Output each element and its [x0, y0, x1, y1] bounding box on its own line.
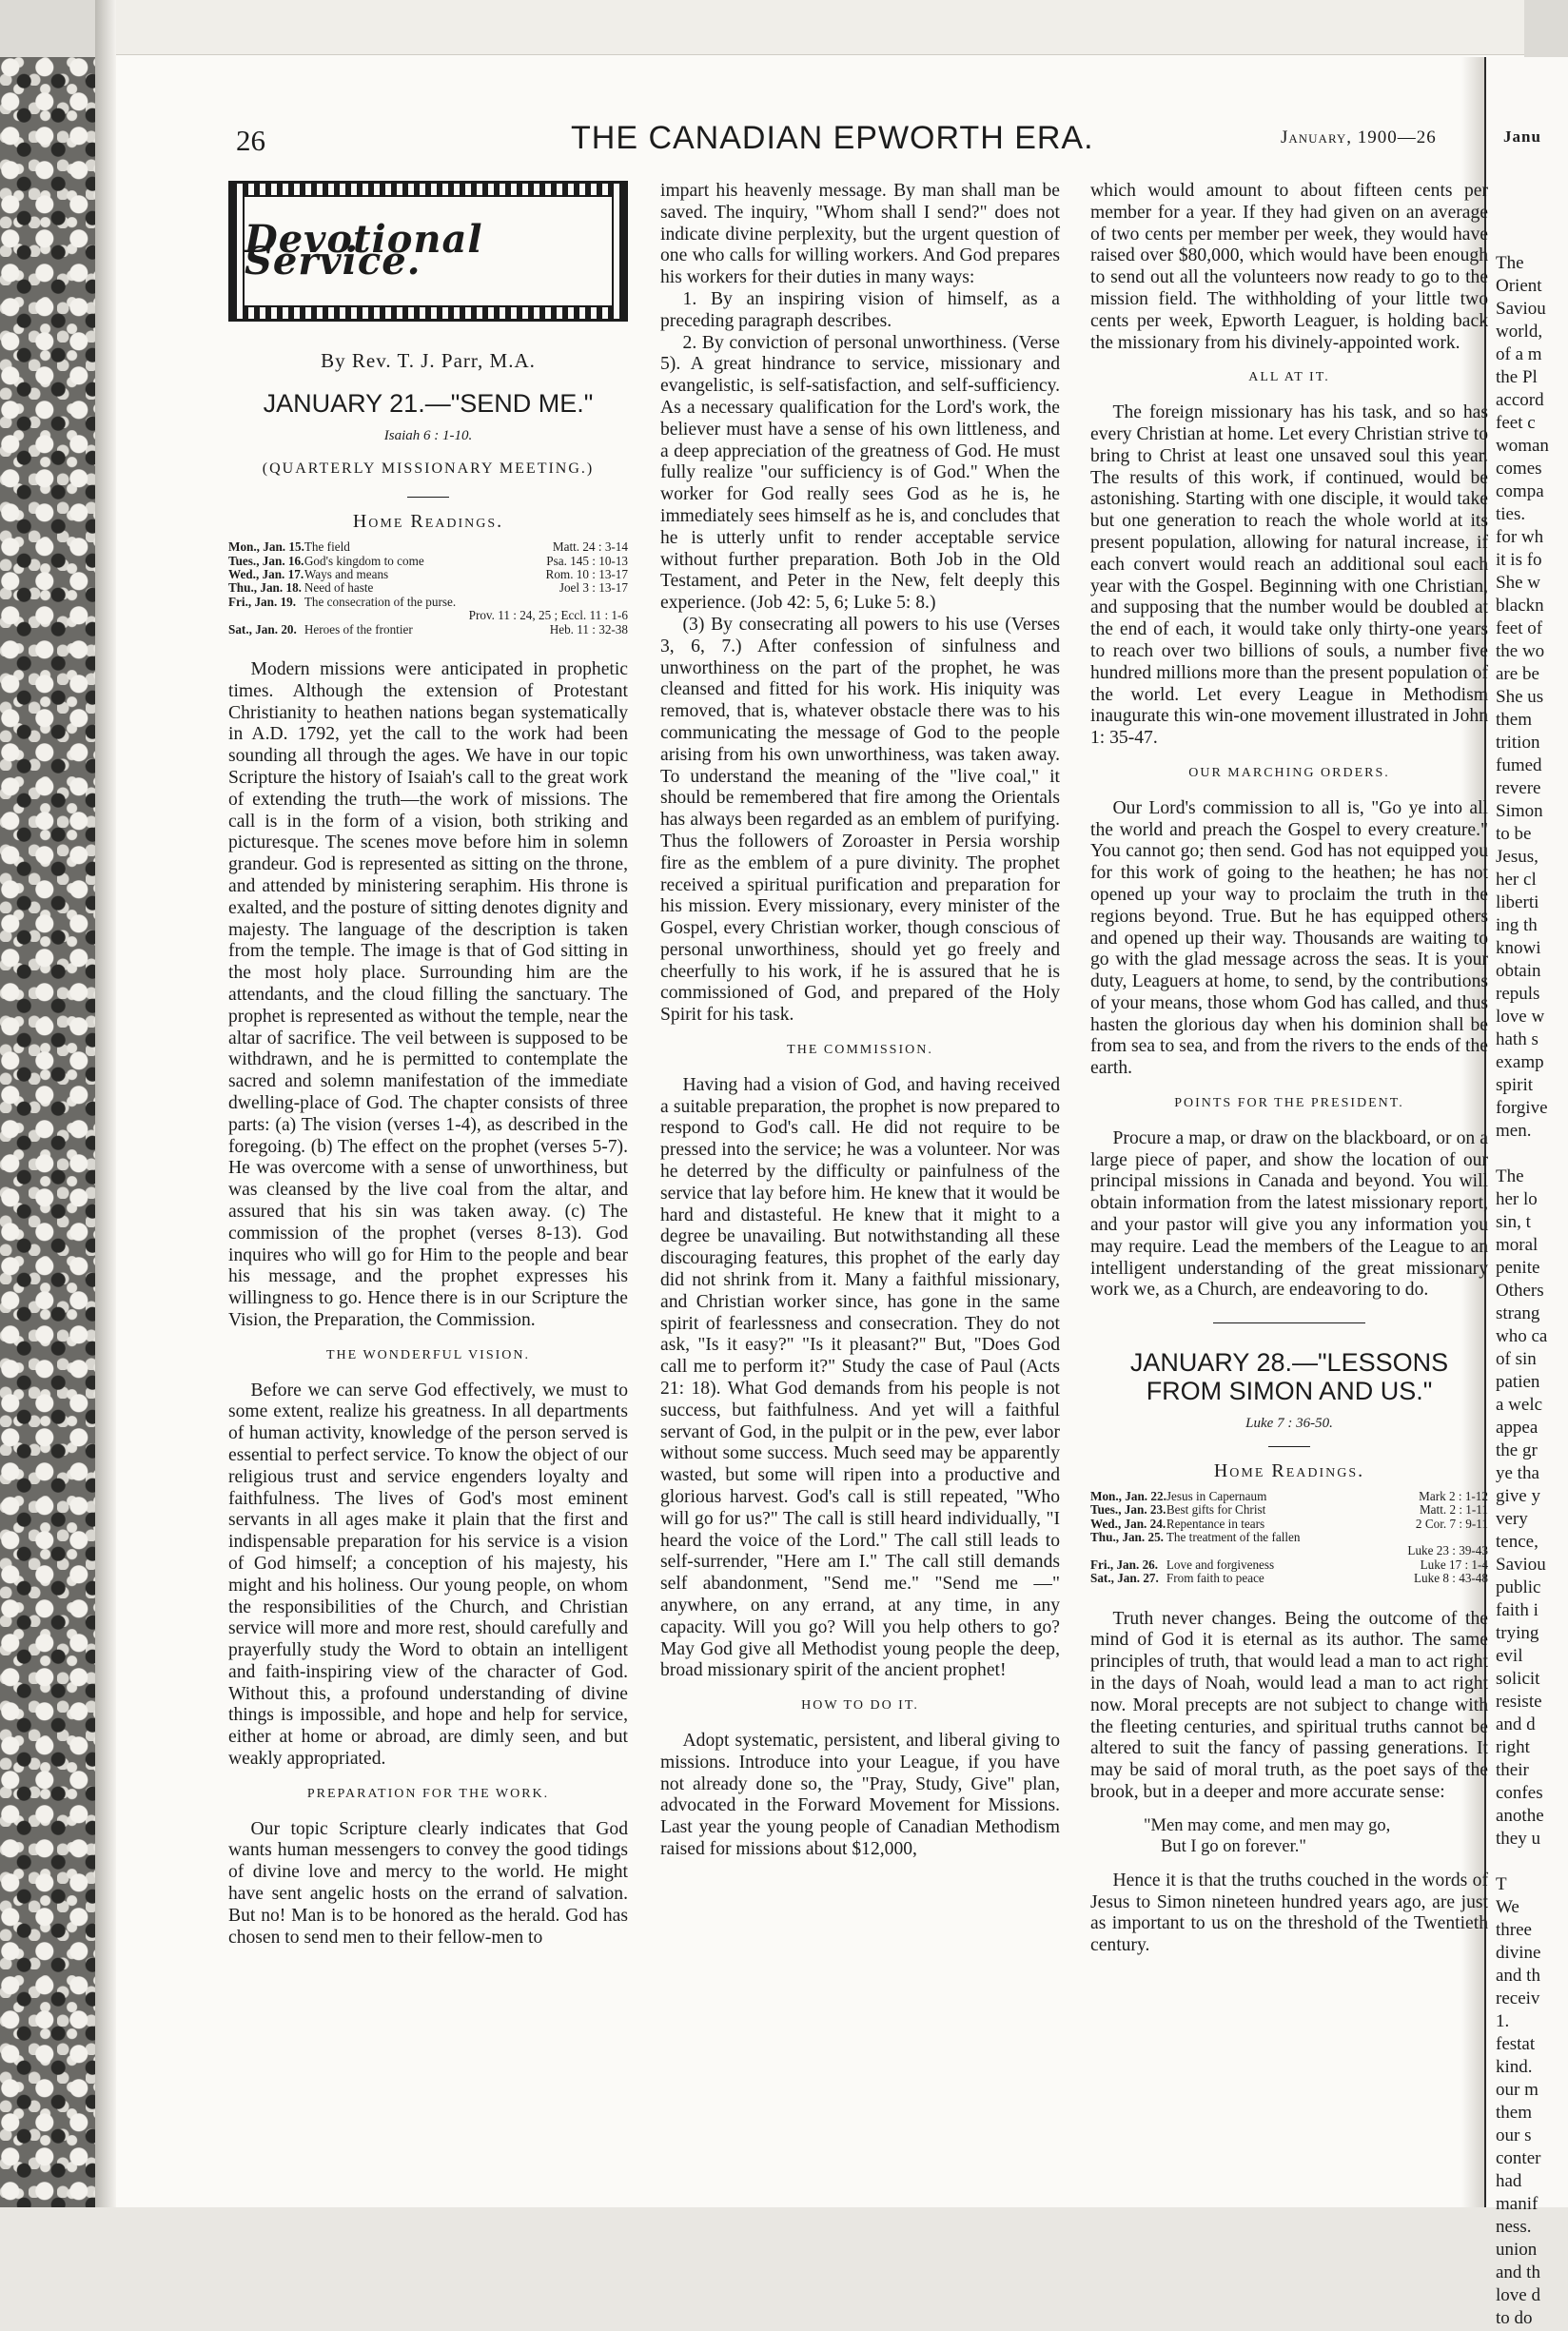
facing-page-line: Saviou	[1496, 299, 1546, 319]
facing-page-line: conter	[1496, 2148, 1541, 2168]
facing-page-line: for wh	[1496, 527, 1544, 547]
top-margin	[116, 0, 1524, 55]
facing-page-line: faith i	[1496, 1600, 1539, 1620]
facing-page-line: moral	[1496, 1235, 1539, 1255]
numbered-paragraph: 1. By an inspiring vision of himself, as a preceding paragraph describes.	[660, 288, 1060, 331]
facing-page-line: ties.	[1496, 504, 1526, 524]
divider	[1268, 1446, 1310, 1447]
facing-page-line: and th	[1496, 1966, 1540, 1986]
facing-page-line: her cl	[1496, 870, 1537, 890]
home-readings-table	[228, 540, 628, 637]
facing-page-line: to do	[1496, 2308, 1533, 2328]
subheading: ALL AT IT.	[1248, 370, 1330, 385]
meeting-note: (QUARTERLY MISSIONARY MEETING.)	[262, 460, 595, 477]
reading-row: Tues., Jan. 16. God's kingdom to come Psa. 145 : 10-13	[228, 553, 628, 568]
facing-page-line: woman	[1496, 436, 1549, 456]
body-paragraph: Procure a map, or draw on the blackboard, or on a large piece of paper, and show the location of our principal missions in Canada and beyond. You will obtain information from the latest missionary report, and your pastor will give you any information you may require. Lead the members of the League to an intelligent understanding of the great missionary work we, as a Church, are endeavoring to do.	[1090, 1127, 1488, 1301]
facing-page-line: hath s	[1496, 1029, 1539, 1049]
facing-page-fragment	[1484, 57, 1568, 2328]
numbered-paragraph: (3) By consecrating all powers to his use (Verses 3, 6, 7.) After confession of sinfulness and unworthiness on the part of the prophet, he was cleansed and fitted for his work. His iniquity was removed, that is, whatever obstacle there was to his communicating the message of God to the people arising from his own unworthiness, was taken away. To understand the meaning of the "live coal," it should be remembered that fire among the Orientals has always been regarded as an emblem of purifying. Thus the followers of Zoroaster in Persia worship fire as the emblem of a pure divinity. The prophet received a spiritual purification and preparation for his mission. Every missionary, every minister of the Gospel, every Christian worker, though conscious of personal unworthiness, should yet go freely and cheerfully to his work, if he is assured that he is commissioned of God, and prepared of the Holy Spirit for his task.	[660, 614, 1060, 1026]
facing-page-line: the gr	[1496, 1440, 1538, 1460]
home-readings-table	[1090, 1490, 1488, 1586]
book-spine	[95, 0, 116, 2207]
facing-page-line: receiv	[1496, 1988, 1540, 2008]
column-1	[228, 181, 628, 1949]
running-title: THE CANADIAN EPWORTH ERA.	[571, 120, 1094, 156]
facing-page-line: trition	[1496, 733, 1540, 753]
body-paragraph: Adopt systematic, persistent, and liberal giving to missions. Introduce into your League, if you have not already done so, the "Pray, Study, Give" plan, advocated in the Forward Movement for Missions. Last year the young people of Canadian Methodism raised for missions about $12,000,	[660, 1730, 1060, 1859]
facing-page-line: resiste	[1496, 1692, 1542, 1712]
facing-page-line: they u	[1496, 1829, 1540, 1849]
facing-page-head: Janu	[1503, 127, 1541, 146]
facing-page-line: Orient	[1496, 276, 1542, 296]
facing-page-line: evil	[1496, 1646, 1523, 1666]
reading-row: Luke 23 : 39-43	[1407, 1543, 1488, 1558]
body-paragraph: Truth never changes. Being the outcome of the mind of God it is eternal as its author. The same principles of truth, that would lead a man to act right in the days of Noah, would lead a man to act right now. Moral precepts are not subject to change with the fleeting centuries, and spiritual truths cannot be altered to suit the fancy of passing generations. It may be said of moral truth, as the poet says of the brook, but in a deeper and more accurate sense:	[1090, 1608, 1488, 1803]
facing-page-line: feet of	[1496, 618, 1543, 638]
column-3	[1090, 181, 1488, 1957]
facing-page-line: the Pl	[1496, 367, 1538, 387]
reading-row: Sat., Jan. 20. Heroes of the frontier Heb. 11 : 32-38	[228, 621, 628, 637]
facing-page-line: appea	[1496, 1418, 1539, 1438]
poem-quote	[1144, 1815, 1488, 1857]
facing-page-line: love w	[1496, 1007, 1545, 1027]
body-paragraph: The foreign missionary has his task, and so has every Christian at home. Let every Christian strive to bring to Christ at least one unsaved soul this year. The results of this work, if continued, would be astonishing. Starting with one disciple, it would take but one generation to reach the whole world at its present population, allowing for natural increase, if each convert would reach an additional soul each year with the Gospel. Beginning with one Christian, and supposing that the number would be doubled at the end of each, it would take only thirty-one years to reach over two billions of souls, a number five hundred millions more than the present population of the world. Let every League in Methodism inaugurate this win-one movement illustrated in John 1: 35-47.	[1090, 402, 1488, 749]
facing-page-line: knowi	[1496, 938, 1541, 958]
subheading: POINTS FOR THE PRESIDENT.	[1174, 1096, 1404, 1111]
facing-page-line: ness.	[1496, 2217, 1532, 2237]
reading-row: Mon., Jan. 22. Jesus in Capernaum Mark 2 : 1-12	[1090, 1488, 1488, 1503]
facing-page-line: them	[1496, 2103, 1532, 2123]
facing-page-line: We	[1496, 1897, 1519, 1917]
subheading: OUR MARCHING ORDERS.	[1188, 765, 1390, 780]
facing-page-line: anothe	[1496, 1806, 1544, 1826]
facing-page-line: kind.	[1496, 2057, 1533, 2077]
facing-page-line: right	[1496, 1737, 1530, 1757]
facing-page-line: world,	[1496, 322, 1543, 342]
facing-page-line: her lo	[1496, 1189, 1538, 1209]
left-decorative-border	[0, 57, 95, 2207]
section-divider	[1213, 1322, 1365, 1323]
facing-page-line: penite	[1496, 1258, 1540, 1278]
section-title: Devotional Service.	[245, 217, 483, 284]
facing-page-line: are be	[1496, 664, 1539, 684]
lesson-heading: JANUARY 21.—"SEND ME."	[263, 388, 594, 418]
facing-page-line: feet c	[1496, 413, 1536, 433]
quote-line: But I go on forever."	[1161, 1836, 1306, 1856]
facing-page-line: liberti	[1496, 892, 1539, 912]
lesson-heading: JANUARY 28.—"LESSONS FROM SIMON AND US."	[1129, 1348, 1449, 1406]
facing-page-line: fumed	[1496, 755, 1542, 775]
facing-page-line: Jesus,	[1496, 847, 1539, 867]
subheading: HOW TO DO IT.	[801, 1698, 919, 1714]
readings-heading: Home Readings.	[1213, 1460, 1365, 1482]
facing-page-line: manif	[1496, 2194, 1539, 2214]
facing-page-line: three	[1496, 1920, 1532, 1940]
reading-row: Wed., Jan. 17. Ways and means Rom. 10 : 13-17	[228, 567, 628, 581]
facing-page-line: had	[1496, 2171, 1522, 2191]
body-paragraph: Having had a vision of God, and having received a suitable preparation, the prophet is now prepared to respond to God's call. He did not require to be pressed into the service; he was a volunteer. Nor was he deterred by the difficulty or painfulness of the service that lay before him. He knew that it would be hard and distasteful. He knew that it might to a degree be unavailing. But notwithstanding all these discouraging features, this prophet of the early day did not shrink from it. Many a faithful missionary, and Christian worker since, has gone in the same spirit of fearlessness and consecration. They do not ask, "Is it easy?" "Is it pleasant?" But, "Does God call me to perform it?" Study the case of Paul (Acts 21: 18). What God demands from his people is not success, but faithfulness. And yet will a faithful servant of God, in the pulpit or in the pew, ever labor without some success. Much seed may be apparently wasted, but some will ripen into a productive and glorious harvest. God's call is still repeated, "Who will go for us?" The call is still heard individually, "I heard the voice of the Lord." The call still leads to self-surrender, "Here am I." The call still demands self abandonment, "Send me." "Send me —" anywhere, on any errand, at any time, in any capacity. Will you go? Will you help others to go? May God give all Methodist young people the deep, broad missionary spirit of the ancient prophet!	[660, 1074, 1060, 1681]
facing-page-line: men.	[1496, 1121, 1532, 1141]
facing-page-line: ing th	[1496, 915, 1538, 935]
reading-row: Thu., Jan. 25. The treatment of the fallen	[1090, 1530, 1301, 1545]
body-paragraph: which would amount to about fifteen cents per member for a year. If they had given on an average of two cents per member per week, they would have raised over $80,000, which would have been enough to send out all the volunteers now ready to go to the mission field. The withholding of your little two cents per week, Epworth Leaguer, is holding back the missionary from his divinely-appointed work.	[1090, 181, 1488, 353]
facing-page-line: examp	[1496, 1052, 1544, 1072]
page-number: 26	[236, 124, 265, 157]
facing-page-line: accord	[1496, 390, 1544, 410]
facing-page-line: give y	[1496, 1486, 1540, 1506]
facing-page-line: of sin	[1496, 1349, 1537, 1369]
facing-page-line: and th	[1496, 2262, 1540, 2282]
body-paragraph: Modern missions were anticipated in prophetic times. Although the extension of Protestant Christianity to heathen nations began systematically in A.D. 1792, yet the call to the work had been sounding all through the ages. We have in our topic Scripture the history of Isaiah's call to the great work of extending the truth—the work of missions. The call is in the form of a vision, both striking and picturesque. The scenes move before him in solemn grandeur. God is represented as sitting on the throne, and attended by ministering seraphim. His throne is exalted, and the posture of sitting denotes dignity and majesty. The language of the description is taken from the temple. The image is that of God sitting in the most holy place. Surrounding him are the attendants, and the cloud filling the sanctuary. The prophet is represented as without the temple, near the altar of sacrifice. The veil between is supposed to be withdrawn, and he is permitted to contemplate the sacred and solemn manifestation of the immediate dwelling-place of God. The chapter consists of three parts: (a) The vision (verses 1-4), as described in the foregoing. (b) The effect on the prophet (verses 5-7). He was overcome with a sense of unworthiness, but was cleansed by the live coal from the altar, and assured that his sin was taken away. (c) The commission of the prophet (verses 8-13). God inquires who will go for Him to the people and bear his message, and the prophet expresses his willingness to go. Hence there is in our Scripture the Vision, the Preparation, the Commission.	[228, 659, 628, 1330]
subheading: PREPARATION FOR THE WORK.	[306, 1786, 550, 1801]
facing-page-line: our s	[1496, 2125, 1532, 2145]
reading-row: Prov. 11 : 24, 25 ; Eccl. 11 : 1-6	[468, 608, 628, 623]
facing-page-line: The	[1496, 253, 1524, 273]
body-paragraph: Our Lord's commission to all is, "Go ye into all the world and preach the Gospel to every creature." You cannot go; then send. God has not equipped you for this work of going to the heathen; he has not opened up your way to proclaim the truth in the regions beyond. True. But he has equipped others and opened up their way. Thousands are waiting to go with the glad message across the seas. It is your duty, Leaguers at home, to send, by the contributions of your means, those whom God has called, and thus hasten the glorious day when his dominion shall be from sea to sea, and from the rivers to the ends of the earth.	[1090, 797, 1488, 1079]
scripture-reference: Isaiah 6 : 1-10.	[383, 427, 473, 443]
subheading: THE COMMISSION.	[787, 1043, 933, 1058]
facing-page-line: their	[1496, 1760, 1529, 1780]
facing-page-line: them	[1496, 710, 1532, 730]
reading-row: Thu., Jan. 18. Need of haste Joel 3 : 13-17	[228, 580, 628, 596]
reading-row: Fri., Jan. 26. Love and forgiveness Luke 17 : 1-4	[1090, 1557, 1488, 1572]
facing-page-line: comes	[1496, 459, 1542, 479]
facing-page-line: trying	[1496, 1623, 1539, 1643]
facing-page-line: very	[1496, 1509, 1528, 1529]
body-paragraph: Before we can serve God effectively, we must to some extent, realize his greatness. In all departments of human activity, knowledge of the person served is essential to perfect service. To know the object of our religious trust and service engenders loyalty and faithfulness. The lives of God's most eminent servants in all ages make it plain that the first and indispensable preparation for his service is a vision of God himself; a conception of his majesty, his might and his holiness. Our young people, on whom the responsibilities of the Church, and Christian service will more and more rest, should carefully and prayerfully study the Word to obtain an intelligent and faith-inspiring view of the character of God. Without this, a profound understanding of divine things is impossible, and hope and help for service, either at home or abroad, are dimly seen, and but weakly appropriated.	[228, 1380, 628, 1770]
column-2	[660, 181, 1060, 1861]
facing-page-line: solicit	[1496, 1669, 1540, 1689]
reading-row: Tues., Jan. 23. Best gifts for Christ Matt. 2 : 1-11	[1090, 1502, 1488, 1518]
facing-page-line: of a m	[1496, 344, 1542, 364]
divider	[407, 497, 449, 498]
facing-page-line: Simon	[1496, 801, 1543, 821]
facing-page-line: Saviou	[1496, 1555, 1546, 1575]
facing-page-line: confes	[1496, 1783, 1543, 1803]
numbered-paragraph: 2. By conviction of personal unworthiness. (Verse 5). A great hindrance to service, missionary and evangelistic, is self-satisfaction, and self-sufficiency. As a necessary qualification for the Lord's work, the believer must have a sense of his own littleness, and a deep appreciation of the greatness of God. He must fully realize "our sufficiency is of God." When the worker for God really sees God as he is, he immediately sees himself as he is, and concludes that he is utterly unfit to render acceptable service without further preparation. Both Job in the Old Testament, and Peter in the New, felt deeply this experience. (Job 42: 5, 6; Luke 5: 8.)	[660, 332, 1060, 614]
facing-page-line: T	[1496, 1874, 1507, 1894]
facing-page-line: our m	[1496, 2080, 1539, 2100]
readings-heading: Home Readings.	[352, 511, 504, 533]
reading-row: Wed., Jan. 24. Repentance in tears 2 Cor. 7 : 9-11	[1090, 1516, 1488, 1531]
facing-page-line: love d	[1496, 2285, 1540, 2305]
body-paragraph: Our topic Scripture clearly indicates that God wants human messengers to convey the good tidings of divine love and mercy to the world. He might have sent angelic hosts on the errand of salvation. But no! Man is to be honored as the herald. God has chosen to send men to their fellow-men to	[228, 1818, 628, 1948]
facing-page-line: ye tha	[1496, 1463, 1539, 1483]
reading-row: Sat., Jan. 27. From faith to peace Luke 8 : 43-48	[1090, 1571, 1488, 1586]
facing-page-line: festat	[1496, 2034, 1536, 2054]
facing-page-line: public	[1496, 1577, 1541, 1597]
body-paragraph: Hence it is that the truths couched in the words of Jesus to Simon nineteen hundred years ago, are just as important to us on the threshold of the Twentieth century.	[1090, 1870, 1488, 1956]
quote-line: "Men may come, and men may go,	[1144, 1815, 1391, 1835]
facing-page-line: repuls	[1496, 984, 1540, 1004]
facing-page-line: She w	[1496, 573, 1540, 593]
byline: By Rev. T. J. Parr, M.A.	[321, 349, 536, 372]
facing-page-line: The	[1496, 1166, 1524, 1186]
reading-row: Fri., Jan. 19. The consecration of the purse.	[228, 594, 457, 609]
facing-page-line: blackn	[1496, 596, 1544, 616]
facing-page-line: and d	[1496, 1714, 1536, 1734]
facing-page-line: spirit	[1496, 1075, 1534, 1095]
body-paragraph: impart his heavenly message. By man shall man be saved. The inquiry, "Whom shall I send?" does not indicate divine perplexity, but the urgent question of one who calls for willing workers. And God prepares his workers for their duties in many ways:	[660, 181, 1060, 288]
scripture-reference: Luke 7 : 36-50.	[1245, 1416, 1333, 1432]
facing-page-line: compa	[1496, 481, 1544, 501]
subheading: THE WONDERFUL VISION.	[325, 1347, 530, 1362]
facing-page-line: strang	[1496, 1303, 1540, 1323]
facing-page-line: the wo	[1496, 641, 1545, 661]
facing-page-line: obtain	[1496, 961, 1541, 981]
facing-page-line: divine	[1496, 1943, 1541, 1963]
facing-page-line: to be	[1496, 824, 1532, 844]
facing-page-line: tence,	[1496, 1532, 1539, 1552]
reading-row: Mon., Jan. 15. The field Matt. 24 : 3-14	[228, 539, 628, 555]
facing-page-line: sin, t	[1496, 1212, 1531, 1232]
facing-page-line: forgive	[1496, 1098, 1548, 1118]
facing-page-line: She us	[1496, 687, 1544, 707]
facing-page-line: union	[1496, 2240, 1538, 2260]
running-date: January, 1900—26	[1281, 127, 1437, 147]
facing-page-line: patien	[1496, 1372, 1540, 1392]
facing-page-line: a welc	[1496, 1395, 1543, 1415]
facing-page-line: Others	[1496, 1281, 1544, 1301]
facing-page-line: revere	[1496, 778, 1541, 798]
facing-page-line: it is fo	[1496, 550, 1542, 570]
section-header-box	[228, 181, 628, 322]
section-header-inner	[243, 195, 614, 307]
facing-page-line: who ca	[1496, 1326, 1548, 1346]
facing-page-line: 1.	[1496, 2011, 1510, 2031]
